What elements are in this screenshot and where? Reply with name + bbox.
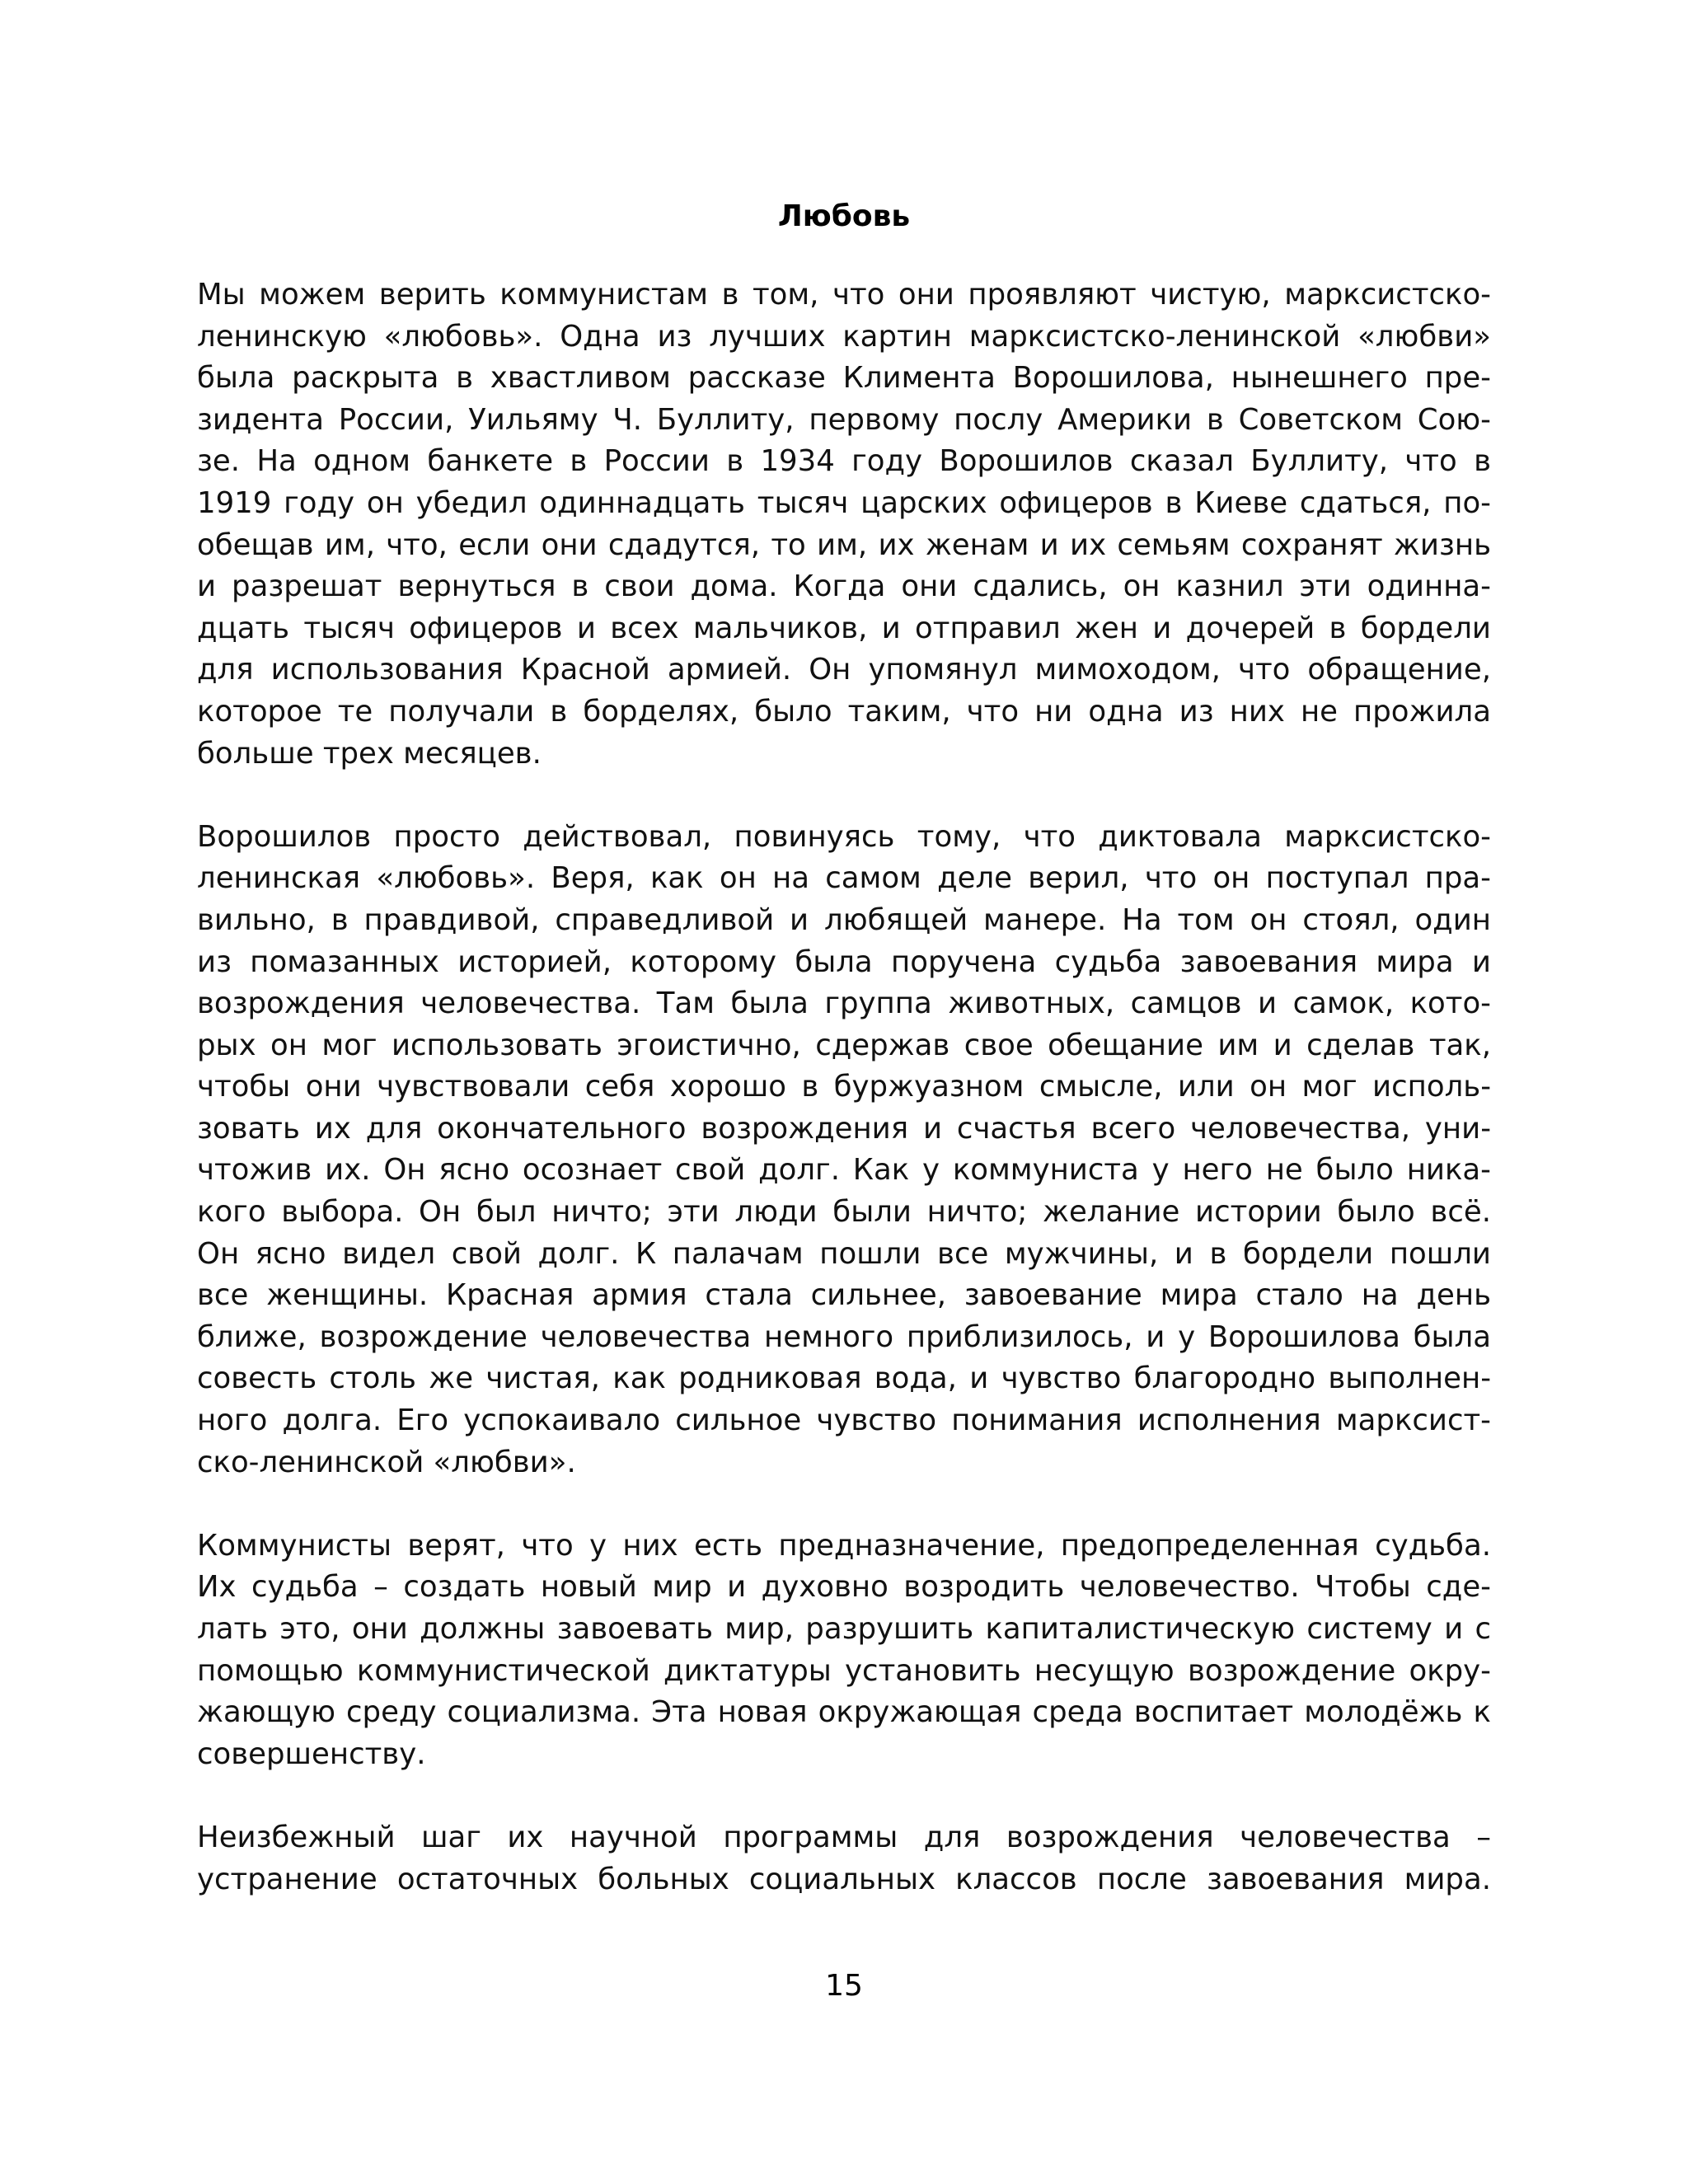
text-line: все женщины. Красная армия стала сильнее, завоевание мира стало на день xyxy=(197,1278,1491,1313)
text-line: ленинская «любовь». Веря, как он на самом деле верил, что он поступал пра- xyxy=(197,861,1491,896)
text-line: Мы можем верить коммунистам в том, что они проявляют чистую, марксистско- xyxy=(197,278,1491,312)
text-line: и разрешат вернуться в свои дома. Когда они сдались, он казнил эти одинна- xyxy=(197,569,1491,604)
text-line: дцать тысяч офицеров и всех мальчиков, и отправил жен и дочерей в бордели xyxy=(197,611,1491,645)
text-line: зовать их для окончательного возрождения и счастья всего человечества, уни- xyxy=(197,1111,1491,1146)
text-line: ближе, возрождение человечества немного приблизилось, и у Ворошилова была xyxy=(197,1319,1491,1354)
section-heading: Любовь xyxy=(777,199,911,233)
text-line: зе. На одном банкете в России в 1934 году Ворошилов сказал Буллиту, что в xyxy=(197,444,1491,479)
text-line: вильно, в правдивой, справедливой и любящей манере. На том он стоял, один xyxy=(197,902,1491,937)
text-line: совершенству. xyxy=(197,1736,426,1771)
body-text xyxy=(197,274,1491,1943)
paragraph-1 xyxy=(197,274,1491,775)
text-line: обещав им, что, если они сдадутся, то им, их женам и их семьям сохранят жизнь xyxy=(197,527,1491,562)
paragraph-3 xyxy=(197,1526,1491,1776)
text-line: лать это, они должны завоевать мир, разрушить капиталистическую систему и с xyxy=(197,1612,1491,1646)
paragraph-4 xyxy=(197,1817,1491,1900)
text-line: Коммунисты верят, что у них есть предназначение, предопределенная судьба. xyxy=(197,1528,1491,1563)
text-line: ного долга. Его успокаивало сильное чувство понимания исполнения марксист- xyxy=(197,1404,1491,1438)
text-line: больше трех месяцев. xyxy=(197,736,542,771)
text-line: чтобы они чувствовали себя хорошо в буржуазном смысле, или он мог исполь- xyxy=(197,1070,1491,1104)
text-line: помощью коммунистической диктатуры установить несущую возрождение окру- xyxy=(197,1653,1491,1688)
text-line: для использования Красной армией. Он упомянул мимоходом, что обращение, xyxy=(197,653,1491,687)
text-line: рых он мог использовать эгоистично, сдержав свое обещание им и сделав так, xyxy=(197,1028,1491,1062)
text-line: кого выбора. Он был ничто; эти люди были ничто; желание истории было всё. xyxy=(197,1195,1491,1230)
text-line: совесть столь же чистая, как родниковая вода, и чувство благородно выполнен- xyxy=(197,1361,1491,1396)
text-line: которое те получали в борделях, было таким, что ни одна из них не прожила xyxy=(197,694,1491,729)
text-line: была раскрыта в хвастливом рассказе Климента Ворошилова, нынешнего пре- xyxy=(197,361,1491,396)
text-line: чтожив их. Он ясно осознает свой долг. Как у коммуниста у него не было ника- xyxy=(197,1153,1491,1188)
paragraph-2 xyxy=(197,817,1491,1484)
text-line: ско-ленинской «любви». xyxy=(197,1445,576,1479)
text-line: ленинскую «любовь». Одна из лучших картин марксистско-ленинской «любви» xyxy=(197,319,1491,354)
text-line: жающую среду социализма. Эта новая окружающая среда воспитает молодёжь к xyxy=(197,1695,1491,1730)
page-number: 15 xyxy=(825,1969,863,2003)
text-line: из помазанных историей, которому была поручена судьба завоевания мира и xyxy=(197,944,1491,979)
text-line: 1919 году он убедил одиннадцать тысяч царских офицеров в Киеве сдаться, по- xyxy=(197,485,1491,520)
text-line: Их судьба – создать новый мир и духовно возродить человечество. Чтобы сде- xyxy=(197,1570,1491,1605)
text-line: Он ясно видел свой долг. К палачам пошли все мужчины, и в бордели пошли xyxy=(197,1236,1491,1271)
text-line: Неизбежный шаг их научной программы для возрождения человечества – xyxy=(197,1820,1491,1854)
text-line: зидента России, Уильяму Ч. Буллиту, первому послу Америки в Советском Сою- xyxy=(197,402,1491,437)
text-line: устранение остаточных больных социальных классов после завоевания мира. xyxy=(197,1862,1491,1896)
text-line: Ворошилов просто действовал, повинуясь тому, что диктовала марксистско- xyxy=(197,819,1491,854)
text-line: возрождения человечества. Там была группа животных, самцов и самок, кото- xyxy=(197,987,1491,1021)
